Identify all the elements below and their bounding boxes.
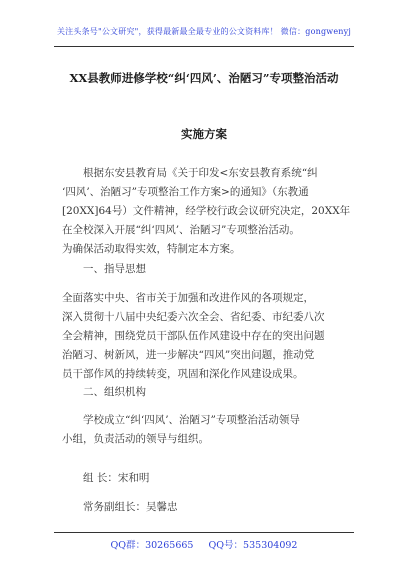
text-line: 为确保活动取得实效，特制定本方案。 [62,243,241,255]
text-line: 深入贯彻十八届中央纪委六次全会、省纪委、市纪委八次 [62,311,325,323]
text-line: 组 长：宋和明 [83,472,150,484]
paragraph-intro [62,164,360,259]
text-line: 小组，负责活动的领导与组织。 [62,433,209,445]
group-leader [62,469,360,488]
text-line: 治陋习、树新风，进一步解决“四风”突出问题，推动党 [62,349,315,361]
qq-group-number: QQ群：30265665 [110,540,194,551]
text-line: 一、指导思想 [83,263,146,275]
text-line: 根据东安县教育局《关于印发<东安县教育系统“纠 [83,167,318,179]
qq-number: QQ号：535304092 [208,540,298,551]
text-line: 全面落实中央、省市关于加强和改进作风的各项规定， [62,292,314,304]
text-line: 学校成立“纠‘四风’、治陋习”专项整治活动领导 [83,414,300,426]
text-line: [20XX]64号）文件精神，经学校行政会议研究决定，20XX年 [62,205,351,217]
document-subtitle: 实施方案 [181,127,227,141]
text-line: 员干部作风的持续转变，巩固和深化作风建设成果。 [62,368,304,380]
executive-deputy-leader [62,498,360,517]
text-line: 常务副组长：吴馨忠 [83,501,178,513]
footer-contact [0,537,408,551]
text-line: 全会精神，围绕党员干部队伍作风建设中存在的突出问题 [62,330,325,342]
header-divider [54,46,354,47]
document-title: XX县教师进修学校“纠‘四风’、治陋习”专项整治活动 [69,71,339,85]
footer-divider [54,532,354,533]
header-note: 关注头条号"公文研究"，获得最新最全最专业的公文资料库！ 微信：gongwenyj [56,27,352,36]
text-line: 在全校深入开展“纠‘四风’、治陋习”专项整治活动。 [62,224,300,236]
text-line: 二、组织机构 [83,386,146,398]
section-heading-organization [62,383,360,402]
section-heading-guiding [62,260,360,279]
text-line: ‘四风’、治陋习”专项整治工作方案>的通知》（东教通 [62,186,309,198]
paragraph-guiding [62,289,360,384]
paragraph-organization [62,411,360,449]
